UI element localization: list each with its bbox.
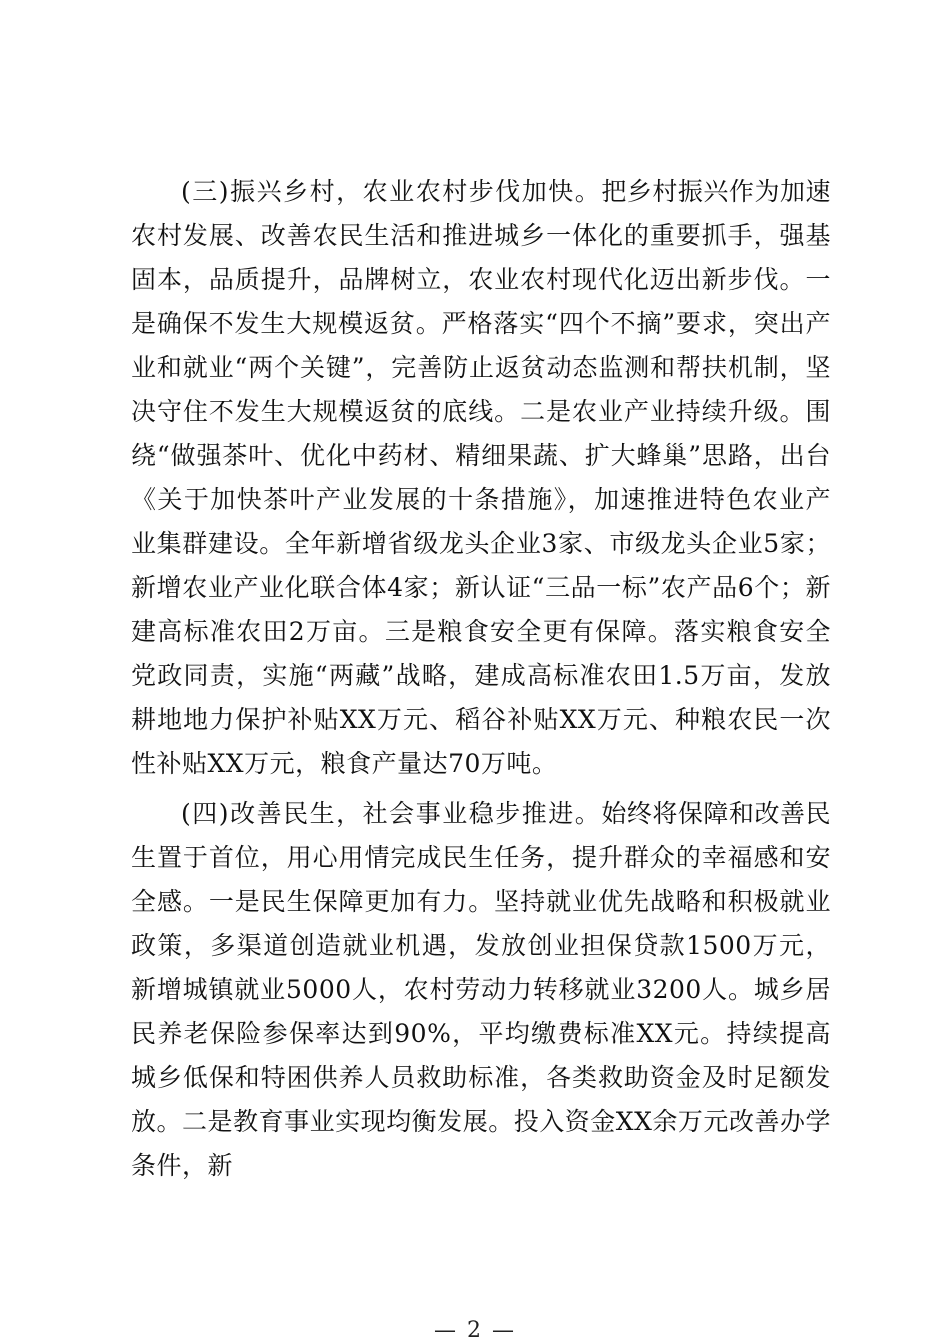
paragraph-text: 把乡村振兴作为加速农村发展、改善农民生活和推进城乡一体化的重要抓手，强基固本，品质提升，品牌树立，农业农村现代化迈出新步伐。一是确保不发生大规模返贫。严格落实“四个不摘”要求，突出产业和就业“两个关键”，完善防止返贫动态监测和帮扶机制，坚决守住不发生大规模返贫的底线。二是农业产业持续升级。围绕“做强茶叶、优化中药材、精细果蔬、扩大蜂巢”思路，出台《关于加快茶叶产业发展的十条措施》，加速推进特色农业产业集群建设。全年新增省级龙头企业3家、市级龙头企业5家；新增农业产业化联合体4家；新认证“三品一标”农产品6个；新建高标准农田2万亩。三是粮食安全更有保障。落实粮食安全党政同责，实施“两藏”战略，建成高标准农田1.5万亩，发放耕地地力保护补贴XX万元、稻谷补贴XX万元、种粮农民一次性补贴XX万元，粮食产量达70万吨。 [131,177,831,778]
paragraph-livelihood [131,792,831,1188]
paragraph-text: 始终将保障和改善民生置于首位，用心用情完成民生任务，提升群众的幸福感和安全感。一是民生保障更加有力。坚持就业优先战略和积极就业政策，多渠道创造就业机遇，发放创业担保贷款1500万元，新增城镇就业5000人，农村劳动力转移就业3200人。城乡居民养老保险参保率达到90%，平均缴费标准XX元。持续提高城乡低保和特困供养人员救助标准，各类救助资金及时足额发放。二是教育事业实现均衡发展。投入资金XX余万元改善办学条件，新 [131,799,831,1180]
paragraph-heading: (四)改善民生，社会事业稳步推进。 [181,799,602,828]
paragraph-heading: (三)振兴乡村，农业农村步伐加快。 [181,177,602,206]
document-body [131,170,831,1194]
page-number: — 2 — [434,1318,516,1343]
paragraph-rural-revitalization [131,170,831,786]
